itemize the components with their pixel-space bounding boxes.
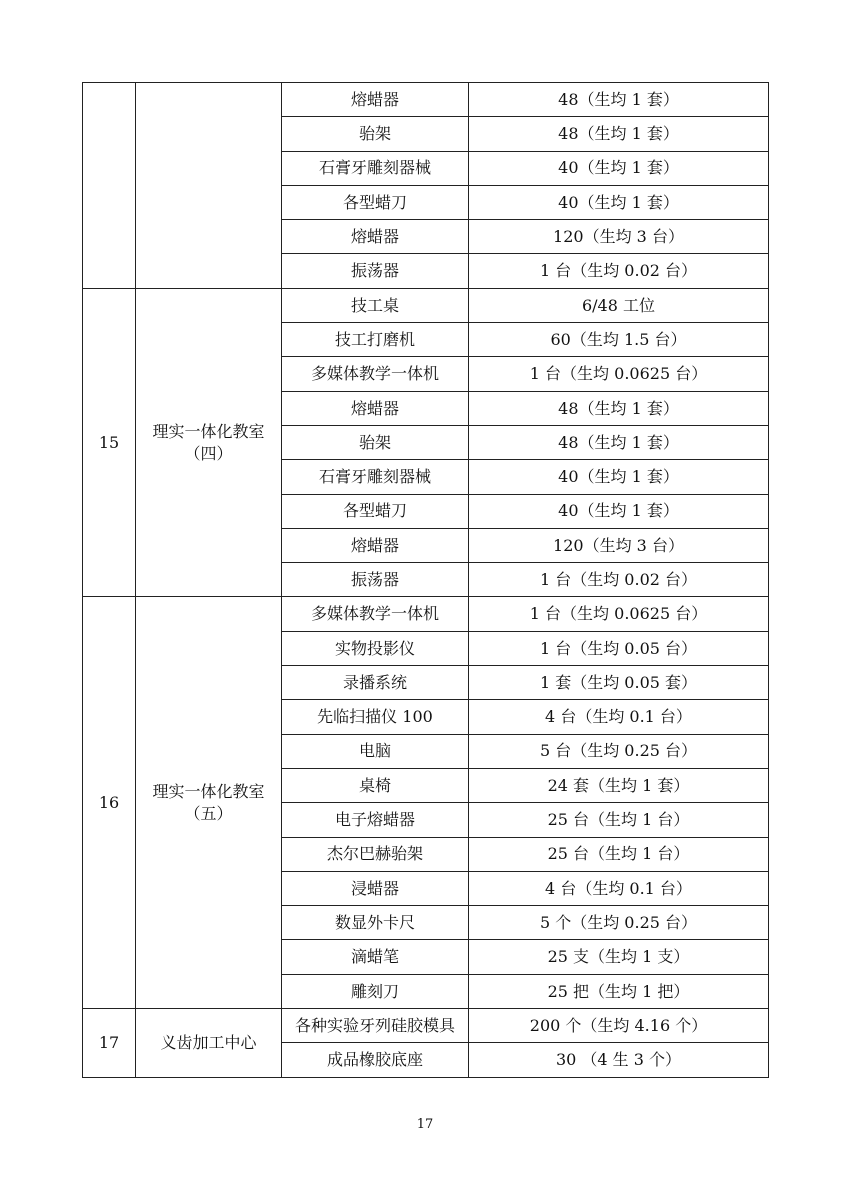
room-name: 义齿加工中心 (160, 1033, 257, 1053)
equipment-name-cell: 雕刻刀 (282, 974, 469, 1008)
equipment-name-cell: 熔蜡器 (282, 391, 469, 425)
equipment-name-cell: 实物投影仪 (282, 631, 469, 665)
equipment-quantity-cell: 48（生均 1 套） (469, 425, 769, 459)
equipment-name-cell: 技工打磨机 (282, 323, 469, 357)
equipment-name-cell: 各型蜡刀 (282, 494, 469, 528)
equipment-name-cell: 熔蜡器 (282, 83, 469, 117)
equipment-name-cell: 电脑 (282, 734, 469, 768)
equipment-name-cell: 浸蜡器 (282, 871, 469, 905)
equipment-name-cell: 振荡器 (282, 563, 469, 597)
room-subtitle: （四） (184, 443, 233, 463)
row-number-cell: 15 (83, 288, 136, 597)
equipment-quantity-cell: 25 台（生均 1 台） (469, 803, 769, 837)
equipment-name-cell: 先临扫描仪 100 (282, 700, 469, 734)
equipment-name-cell: 熔蜡器 (282, 528, 469, 562)
equipment-name-cell: 各型蜡刀 (282, 185, 469, 219)
equipment-name-cell: 骀架 (282, 425, 469, 459)
row-number-cell: 17 (83, 1009, 136, 1078)
equipment-quantity-cell: 25 支（生均 1 支） (469, 940, 769, 974)
table-row (83, 597, 769, 631)
equipment-name-cell: 多媒体教学一体机 (282, 597, 469, 631)
equipment-quantity-cell: 5 台（生均 0.25 台） (469, 734, 769, 768)
equipment-name-cell: 桌椅 (282, 768, 469, 802)
equipment-quantity-cell: 1 台（生均 0.02 台） (469, 563, 769, 597)
row-number-cell: 16 (83, 597, 136, 1009)
equipment-quantity-cell: 200 个（生均 4.16 个） (469, 1009, 769, 1043)
page-number: 17 (416, 1117, 434, 1132)
equipment-name-cell: 滴蜡笔 (282, 940, 469, 974)
equipment-quantity-cell: 120（生均 3 台） (469, 528, 769, 562)
equipment-quantity-cell: 24 套（生均 1 套） (469, 768, 769, 802)
equipment-name-cell: 电子熔蜡器 (282, 803, 469, 837)
equipment-name-cell: 各种实验牙列硅胶模具 (282, 1009, 469, 1043)
equipment-quantity-cell: 1 台（生均 0.0625 台） (469, 597, 769, 631)
equipment-quantity-cell: 48（生均 1 套） (469, 117, 769, 151)
equipment-quantity-cell: 4 台（生均 0.1 台） (469, 871, 769, 905)
equipment-quantity-cell: 40（生均 1 套） (469, 185, 769, 219)
equipment-quantity-cell: 120（生均 3 台） (469, 220, 769, 254)
equipment-quantity-cell: 1 套（生均 0.05 套） (469, 666, 769, 700)
equipment-quantity-cell: 25 把（生均 1 把） (469, 974, 769, 1008)
equipment-name-cell: 熔蜡器 (282, 220, 469, 254)
equipment-name-cell: 杰尔巴赫骀架 (282, 837, 469, 871)
room-name-cell (136, 288, 282, 597)
equipment-quantity-cell: 48（生均 1 套） (469, 83, 769, 117)
equipment-quantity-cell: 40（生均 1 套） (469, 151, 769, 185)
room-name-cell (136, 597, 282, 1009)
equipment-quantity-cell: 4 台（生均 0.1 台） (469, 700, 769, 734)
table-row (83, 1009, 769, 1043)
equipment-name-cell: 录播系统 (282, 666, 469, 700)
equipment-name-cell: 数显外卡尺 (282, 906, 469, 940)
equipment-quantity-cell: 1 台（生均 0.02 台） (469, 254, 769, 288)
room-name: 理实一体化教室 (152, 782, 265, 802)
equipment-name-cell: 石膏牙雕刻器械 (282, 151, 469, 185)
equipment-quantity-cell: 48（生均 1 套） (469, 391, 769, 425)
equipment-quantity-cell: 1 台（生均 0.05 台） (469, 631, 769, 665)
room-name-cell (136, 1009, 282, 1078)
equipment-name-cell: 成品橡胶底座 (282, 1043, 469, 1077)
equipment-quantity-cell: 40（生均 1 套） (469, 460, 769, 494)
room-name-cell (136, 83, 282, 289)
table-row (83, 288, 769, 322)
equipment-quantity-cell: 40（生均 1 套） (469, 494, 769, 528)
equipment-name-cell: 骀架 (282, 117, 469, 151)
equipment-name-cell: 技工桌 (282, 288, 469, 322)
table-row (83, 83, 769, 117)
equipment-quantity-cell: 25 台（生均 1 台） (469, 837, 769, 871)
equipment-quantity-cell: 30 （4 生 3 个） (469, 1043, 769, 1077)
room-name: 理实一体化教室 (152, 422, 265, 442)
equipment-quantity-cell: 60（生均 1.5 台） (469, 323, 769, 357)
equipment-quantity-cell: 6/48 工位 (469, 288, 769, 322)
equipment-name-cell: 多媒体教学一体机 (282, 357, 469, 391)
row-number-cell (83, 83, 136, 289)
room-subtitle: （五） (184, 803, 233, 823)
equipment-table (82, 82, 769, 1078)
equipment-name-cell: 石膏牙雕刻器械 (282, 460, 469, 494)
equipment-name-cell: 振荡器 (282, 254, 469, 288)
equipment-quantity-cell: 1 台（生均 0.0625 台） (469, 357, 769, 391)
equipment-table-body (83, 83, 769, 1078)
equipment-quantity-cell: 5 个（生均 0.25 台） (469, 906, 769, 940)
